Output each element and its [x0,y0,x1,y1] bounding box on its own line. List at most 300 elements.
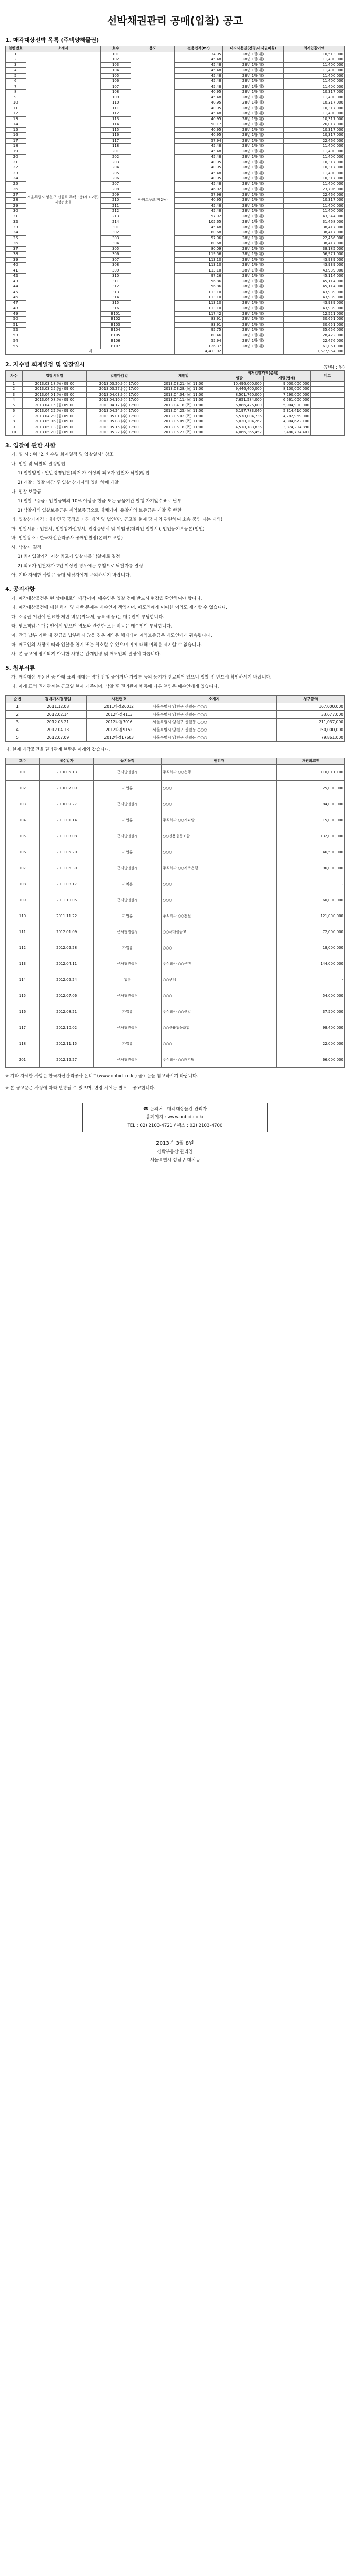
table-row [6,703,345,710]
cell-min-price: 30,651,000 [284,317,345,323]
cell-land-right: 28년 1월(대) [222,187,284,193]
cell-date: 2012.11.15 [39,1036,93,1052]
note-line: ※ 본 공고문은 사정에 따라 변경될 수 있으며, 변경 시에는 별도로 공고합니다. [5,1086,155,1091]
table-row [6,409,345,414]
table-row [6,414,345,419]
table-row [6,765,345,781]
col-individual: 개별(합계) [263,376,310,382]
cell-unit: 106 [100,79,131,84]
cell-min-price: 22,466,000 [284,192,345,198]
cell-land-right: 28년 1월(대) [222,176,284,182]
cell-unit: 205 [100,171,131,176]
bidding-terms [5,451,345,580]
cell-unit: 210 [100,198,131,204]
text-line: 가. 매각대상 부동산 중 아래 표의 세대는 경매 진행 중이거나 가압류 등의 등기가 경료되어 있으니 입찰 전 반드시 확인하시기 바랍니다. [11,674,272,680]
cell-unit: 108 [100,90,131,95]
page-title: 선박채권관리 공매(입찰) 공고 [107,14,243,27]
table-row [6,908,345,924]
cell-end: 2013.03.27.(수) 17:00 [87,387,151,393]
cell-area: 45.48 [175,144,222,149]
cell-land-right: 28년 1월(대) [222,106,284,111]
cell-min-price: 11,400,000 [284,68,345,74]
cell-min-price: 30,651,000 [284,322,345,328]
cell-start: 2013.05.20.(월) 09:00 [22,430,86,436]
property-list-table [5,46,345,355]
cell-note [311,425,345,430]
cell-land-right: 28년 1월(대) [222,225,284,230]
cell-bulk: 10,496,000,000 [216,381,263,387]
cell-min-price: 12,521,000 [284,311,345,317]
cell-unit: B103 [100,322,131,328]
cell-min-price: 11,400,000 [284,62,345,68]
cell-min-price: 28,422,000 [284,333,345,338]
cell-unit: 109 [100,95,131,100]
table-row [6,1004,345,1020]
table-row [6,726,345,734]
cell-amount: 15,000,000 [277,812,345,828]
col-start: 입찰시작일 [22,370,86,381]
cell-min-price: 22,476,000 [284,338,345,344]
text-line: 라. 입찰참가자격 : 대한민국 국적을 가진 개인 및 법인(단, 공고일 현재 당 사와 관련하여 소송 중인 자는 제외) [11,517,223,522]
table-header-cell: 경매개시결정일 [29,695,87,703]
cell-date: 2010.09.27 [39,796,93,812]
cell-min-price: 22,466,000 [284,235,345,241]
cell-no: 44 [6,284,26,290]
cell-end: 2013.05.15.(수) 17:00 [87,425,151,430]
cell-start: 2013.04.08.(월) 09:00 [22,398,86,403]
notice-date: 2013년 3월 8일 [156,1141,194,1147]
auction-table [5,695,345,742]
cell-area: 45.48 [175,111,222,117]
cell-no: 8 [6,90,26,95]
cell-date: 2012.01.09 [39,924,93,940]
cell-min-price: 10,317,000 [284,127,345,133]
cell-holder: ○○○ [162,1036,277,1052]
cell-amount: 167,000,000 [277,703,345,710]
cell-open: 2013.05.09.(목) 11:00 [151,419,216,425]
cell-round: 2 [6,387,23,393]
contact-box [82,1103,268,1132]
ledger-intro: 다. 현재 매각물건별 권리관계 현황은 아래와 같습니다. [5,747,111,752]
cell-no: 4 [6,68,26,74]
cell-land-right: 28년 1월(대) [222,127,284,133]
cell-min-price: 10,317,000 [284,116,345,122]
table-row [6,876,345,892]
cell-note [311,409,345,414]
cell-min-price: 43,939,000 [284,257,345,263]
cell-amount: 22,000,000 [277,1036,345,1052]
cell-min-price: 38,185,000 [284,246,345,252]
cell-no: 2 [6,710,29,718]
cell-open: 2013.04.11.(목) 11:00 [151,398,216,403]
cell-date: 2011.10.05 [39,892,93,908]
cell-no: 37 [6,246,26,252]
col-note: 비고 [311,370,345,381]
cell-end: 2013.04.03.(수) 17:00 [87,392,151,398]
cell-land-right: 28년 1월(대) [222,328,284,333]
cell-no: 47 [6,300,26,306]
cell-amount: 144,000,000 [277,956,345,972]
cell-min-price: 10,513,000 [284,52,345,57]
table-row [6,844,345,860]
cell-holder: ○○○ [162,892,277,908]
cell-no: 26 [6,187,26,193]
col-round: 차수 [6,370,23,381]
cell-open: 2013.04.18.(목) 11:00 [151,403,216,409]
cell-area: 45.48 [175,79,222,84]
cell-area: 80.68 [175,241,222,247]
cell-date: 2011.11.22 [39,908,93,924]
cell-unit: B102 [100,317,131,323]
cell-min-price: 10,317,000 [284,176,345,182]
cell-unit: 202 [100,155,131,160]
cell-min-price: 38,417,000 [284,225,345,230]
cell-date: 2012.08.21 [39,1004,93,1020]
cell-unit: 110 [100,100,131,106]
cell-area: 96.86 [175,279,222,284]
table-row [6,710,345,718]
cell-end: 2013.03.20.(수) 17:00 [87,381,151,387]
table-header-cell: 등기목적 [94,758,162,765]
cell-area: 57.92 [175,214,222,219]
cell-amount: 54,000,000 [277,988,345,1004]
cell-no: 54 [6,338,26,344]
cell-holder: ○○신용협동조합 [162,1020,277,1036]
cell-land-right: 28년 1월(대) [222,219,284,225]
total-area: 4,413.02 [175,349,222,355]
cell-round: 10 [6,430,23,436]
cell-land-right: 28년 1월(대) [222,171,284,176]
cell-date: 2012.02.14 [29,710,87,718]
cell-no: 7 [6,84,26,90]
schedule-table [5,370,345,436]
cell-no: 51 [6,322,26,328]
cell-area: 40.95 [175,160,222,165]
cell-amount: 25,000,000 [277,781,345,796]
cell-no: 39 [6,257,26,263]
cell-open: 2013.03.21.(목) 11:00 [151,381,216,387]
cell-case: 2012타경9152 [87,726,151,734]
table-row [6,956,345,972]
cell-unit: 212 [100,209,131,214]
cell-land-right: 28년 1월(대) [222,338,284,344]
section5-heading: 5. 첨부서류 [5,664,36,671]
cell-purpose: 근저당권설정 [94,892,162,908]
cell-min-price: 35,656,000 [284,328,345,333]
cell-unit: 304 [100,241,131,247]
table-row [6,430,345,436]
cell-unit: 104 [6,812,40,828]
cell-area: 40.95 [175,176,222,182]
cell-land-right: 28년 1월(대) [222,214,284,219]
cell-min-price: 10,317,000 [284,160,345,165]
table-row [6,860,345,876]
cell-area: 45.48 [175,171,222,176]
cell-holder: ○○○ [162,796,277,812]
cell-holder: ○○○ [162,781,277,796]
cell-area: 113.10 [175,257,222,263]
cell-area: 57.96 [175,235,222,241]
cell-min-price: 10,317,000 [284,165,345,171]
cell-land-right: 28년 1월(대) [222,279,284,284]
cell-round: 7 [6,414,23,419]
cell-individual: 9,000,000,000 [263,381,310,387]
cell-land-right: 28년 1월(대) [222,300,284,306]
cell-min-price: 43,939,000 [284,268,345,274]
cell-land-right: 28년 1월(대) [222,268,284,274]
cell-min-price: 45,114,000 [284,279,345,284]
cell-location: 서울특별시 양천구 신월로 주택 3층(제1-2동) 지상건축물 [26,52,100,349]
cell-holder: 주식회사 ○○산업 [162,1004,277,1020]
table-row [6,419,345,425]
cell-unit: 114 [6,972,40,988]
cell-bulk: 7,651,584,000 [216,398,263,403]
cell-land-right: 28년 1월(대) [222,306,284,312]
cell-no: 43 [6,279,26,284]
table-header-cell: 일련번호 [6,46,26,52]
cell-unit: 313 [100,290,131,295]
cell-no: 45 [6,290,26,295]
cell-unit: 114 [100,122,131,128]
table-row [6,1052,345,1068]
cell-amount: 110,011,100 [277,765,345,781]
cell-min-price: 10,317,000 [284,100,345,106]
cell-holder: 주식회사 ○○은행 [162,956,277,972]
cell-area: 113.10 [175,300,222,306]
table-row [6,1020,345,1036]
cell-area: 97.26 [175,274,222,279]
cell-area: 57.96 [175,192,222,198]
cell-no: 35 [6,235,26,241]
cell-date: 2011.12.08 [29,703,87,710]
cell-area: 126.37 [175,344,222,349]
text-line: 사. 본 공고에 명시되지 아니한 사항은 관계법령 및 매도인의 결정에 따릅니다. [11,651,161,657]
cell-case: 2011타경26012 [87,703,151,710]
cell-date: 2011.05.20 [39,844,93,860]
section4-heading: 4. 공지사항 [5,585,36,592]
cell-no: 23 [6,171,26,176]
table-row [6,52,345,57]
cell-area: 113.10 [175,295,222,301]
col-bulk: 일괄 [216,376,263,382]
cell-amount: 18,000,000 [277,940,345,956]
cell-start: 2013.04.29.(월) 09:00 [22,414,86,419]
cell-amount: 37,500,000 [277,1004,345,1020]
cell-start: 2013.04.15.(월) 09:00 [22,403,86,409]
cell-unit: 209 [100,192,131,198]
cell-unit: B106 [100,338,131,344]
cell-individual: 7,290,000,000 [263,392,310,398]
text-line: 1) 최저입찰가격 이상 최고가 입찰자를 낙찰자로 결정 [18,554,120,560]
cell-area: 40.95 [175,116,222,122]
cell-unit: 201 [100,149,131,155]
text-line: 가. 일 시 : 위 "2. 차수별 회계일정 및 입찰일시" 참조 [11,452,114,457]
cell-area: 40.95 [175,198,222,204]
cell-holder: ○○○ [162,988,277,1004]
cell-no: 29 [6,203,26,209]
cell-holder: 주식회사 ○○은행 [162,765,277,781]
cell-land-right: 28년 1월(대) [222,198,284,204]
cell-date: 2011.01.14 [39,812,93,828]
cell-min-price: 61,061,000 [284,344,345,349]
cell-min-price: 22,466,000 [284,138,345,144]
cell-min-price: 10,317,000 [284,198,345,204]
table-header-cell: 전용면적(m²) [175,46,222,52]
cell-no: 31 [6,214,26,219]
cell-no: 21 [6,160,26,165]
text-line: 다. 소유권 이전에 필요한 제반 비용(취득세, 등록세 등)은 매수인이 부담합니다. [11,614,164,620]
cell-round: 5 [6,403,23,409]
cell-date: 2010.05.13 [39,765,93,781]
cell-area: 45.48 [175,68,222,74]
cell-date: 2010.07.09 [39,781,93,796]
cell-land-right: 28년 1월(대) [222,203,284,209]
cell-area: 45.48 [175,181,222,187]
cell-land-right: 28년 1월(대) [222,192,284,198]
ledger-table [5,758,345,1069]
cell-location: 서울특별시 양천구 신월동 ○○○ [151,734,277,741]
cell-date: 2012.04.11 [39,956,93,972]
cell-date: 2012.04.13 [29,726,87,734]
cell-bulk: 5,578,004,736 [216,414,263,419]
table-row [6,425,345,430]
cell-end: 2013.05.08.(수) 17:00 [87,419,151,425]
cell-no: 34 [6,230,26,236]
cell-area: 34.95 [175,52,222,57]
cell-land-right: 28년 1월(대) [222,73,284,79]
cell-area: 45.48 [175,155,222,160]
cell-min-price: 43,939,000 [284,263,345,268]
cell-unit: B101 [100,311,131,317]
table-header-cell: 사건번호 [87,695,151,703]
col-minprice: 최저입찰가액(총계) [216,370,311,376]
cell-min-price: 38,417,000 [284,230,345,236]
homepage-line: 홈페이지 : www.onbid.co.kr [146,1115,204,1121]
cell-amount: 96,000,000 [277,860,345,876]
cell-unit: 208 [100,187,131,193]
cell-no: 27 [6,192,26,198]
cell-unit: 101 [100,52,131,57]
cell-end: 2013.04.24.(수) 17:00 [87,409,151,414]
text-line: 바. 입찰장소 : 한국자산관리공사 공매입찰장(온비드 포함) [11,535,123,541]
cell-holder: 주식회사 ○○건설 [162,908,277,924]
cell-no: 25 [6,181,26,187]
cell-min-price: 43,939,000 [284,300,345,306]
cell-unit: 214 [100,219,131,225]
cell-min-price: 23,796,000 [284,187,345,193]
footer [82,1103,268,1164]
cell-unit: 109 [6,892,40,908]
cell-purpose: 가압류 [94,844,162,860]
cell-min-price: 26,017,000 [284,122,345,128]
cell-unit: 105 [6,828,40,844]
cell-no: 38 [6,252,26,258]
cell-land-right: 28년 1월(대) [222,263,284,268]
table-header-cell: 최저입찰가액 [284,46,345,52]
cell-min-price: 11,400,000 [284,95,345,100]
cell-unit: 206 [100,176,131,182]
notices [5,595,345,658]
cell-date: 2012.07.09 [29,734,87,741]
cell-area: 83.91 [175,317,222,323]
cell-min-price: 10,317,000 [284,106,345,111]
cell-no: 33 [6,225,26,230]
table-header-cell: 소재지 [151,695,277,703]
table-row [6,1036,345,1052]
cell-purpose: 근저당권설정 [94,796,162,812]
cell-no: 3 [6,62,26,68]
cell-unit: 116 [100,133,131,139]
cell-unit: 301 [100,225,131,230]
cell-unit: B107 [100,344,131,349]
cell-purpose: 근저당권설정 [94,988,162,1004]
cell-unit: 118 [6,1036,40,1052]
cell-area: 80.68 [175,230,222,236]
table-header-cell: 채권최고액 [277,758,345,765]
cell-start: 2013.03.18.(월) 09:00 [22,381,86,387]
total-price: 1,677,964,000 [284,349,345,355]
cell-purpose: 근저당권설정 [94,1052,162,1068]
cell-area: 40.95 [175,100,222,106]
cell-holder: ○○새마을금고 [162,924,277,940]
cell-land-right: 28년 1월(대) [222,138,284,144]
cell-unit: B104 [100,328,131,333]
cell-amount: 84,000,000 [277,796,345,812]
cell-unit: 207 [100,181,131,187]
cell-start: 2013.04.01.(월) 09:00 [22,392,86,398]
cell-min-price: 45,114,000 [284,284,345,290]
col-open: 개찰일 [151,370,216,381]
cell-min-price: 45,114,000 [284,274,345,279]
cell-amount: 211,037,000 [277,718,345,726]
cell-min-price: 43,939,000 [284,290,345,295]
cell-open: 2013.04.25.(목) 11:00 [151,409,216,414]
text-line: 나. 아래 표의 권리관계는 공고일 현재 기준이며, 낙찰 후 권리관계 변동에 따른 책임은 매수인에게 있습니다. [11,684,219,689]
cell-land-right: 28년 1월(대) [222,290,284,295]
total-blank [222,349,284,355]
cell-unit: 106 [6,844,40,860]
phone-line: TEL : 02) 2103-4721 / 팩스 : 02) 2103-4700 [127,1123,223,1129]
table-row [6,718,345,726]
cell-land-right: 28년 1월(대) [222,111,284,117]
cell-area: 40.95 [175,90,222,95]
cell-purpose: 가압류 [94,1004,162,1020]
cell-holder: 주식회사 ○○캐피탈 [162,1052,277,1068]
contact-line: ☎ 문의처 : 매각대상물건 관리자 [143,1107,207,1112]
cell-unit: 110 [6,908,40,924]
text-line: 2) 개찰 : 입찰 마감 후 입찰 참가자의 입회 하에 개찰 [18,480,119,485]
cell-unit: 302 [100,230,131,236]
cell-no: 42 [6,274,26,279]
cell-bulk: 4,066,365,452 [216,430,263,436]
cell-min-price: 11,400,000 [284,79,345,84]
cell-no: 49 [6,311,26,317]
table-header-row [6,46,345,52]
cell-end: 2013.04.10.(수) 17:00 [87,398,151,403]
cell-land-right: 28년 1월(대) [222,144,284,149]
cell-unit: B105 [100,333,131,338]
cell-bulk: 5,020,204,262 [216,419,263,425]
cell-no: 55 [6,344,26,349]
text-line: 마. 잔금 납부 기한 내 잔금을 납부하지 않을 경우 계약은 해제되며 계약보증금은 매도인에게 귀속됩니다. [11,633,212,638]
cell-no: 3 [6,718,29,726]
cell-purpose: 근저당권설정 [94,1020,162,1036]
cell-unit: 311 [100,279,131,284]
cell-date: 2012.10.02 [39,1020,93,1036]
cell-date: 2011.06.30 [39,860,93,876]
notice-page [5,0,345,1175]
table-header-cell: 순번 [6,695,29,703]
